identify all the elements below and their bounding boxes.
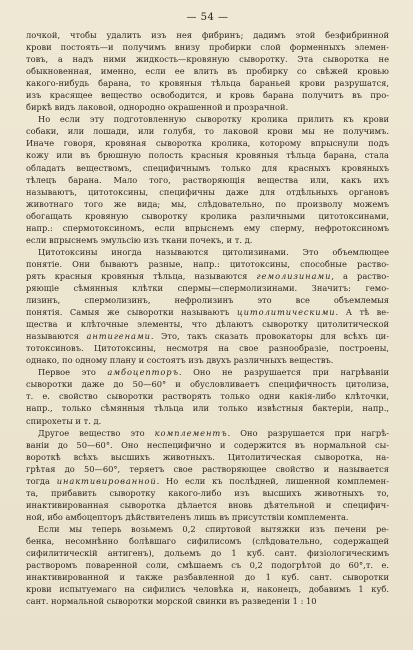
text-line: крови испытуемаго на сифилисъ человѣка и, наконецъ, добавимъ 1 куб. [26,584,389,595]
text-line: Первое это амбоцепторъ. Оно не разрушается при нагрѣваніи [38,367,389,378]
emphasized-term: комплементъ [154,427,228,438]
text-line: напр., только сѣмянныя тѣльца или только извѣстныя бактеріи, напр., [26,403,389,414]
text-line: однако, по одному плану и состоятъ изъ двухъ различныхъ веществъ. [26,355,334,366]
text-line: инактивированная сыворотка дѣлается вновь дѣятельной и специфич- [26,499,389,510]
text-line: обладать веществомъ, специфичнымъ только для красныхъ кровяныхъ [26,162,389,173]
emphasized-term: инактивированной [56,475,157,486]
text-line: Цитотоксины иногда называются цитолизинами. Это объемлющее [38,246,389,257]
emphasized-term: гемолизинами [256,270,332,281]
text-line: щества и клѣточные элементы, что дѣлаютъ сыворотку цитолитической [26,319,389,330]
body-text [26,29,389,607]
text-line: напр.: спермотоксиномъ, если впрыснемъ ему сперму, нефротоксиномъ [26,222,389,233]
text-line: вороткѣ всѣхъ высшихъ животныхъ. Цитолитическая сыворотка, на- [26,451,389,462]
text-line: лизинъ, спермолизинъ, нефролизинъ это все объемлемыя [26,295,389,306]
text-line: обыкновенная, именно, если ее влить въ пробирку со свѣжей кровью [26,66,389,77]
text-line: лочкой, чтобы удалить изъ нея фибринъ; дадимъ этой безфибринной [26,30,389,40]
text-line: ваніи до 50—60°. Оно неспецифично и содержится въ нормальной сы- [26,439,389,450]
text-line: какого-нибудь барана, то кровяныя тѣльца бараньей крови разрушатся, [26,78,389,89]
text-line: Если мы теперь возьмемъ 0,2 спиртовой вытяжки изъ печени ре- [38,523,389,534]
text-line: товъ, а надъ ними жидкость—кровяную сыворотку. Эта сыворотка не [26,54,389,65]
text-line: Другое вещество это комплементъ. Оно разрушается при нагрѣ- [38,427,389,438]
text-line: называютъ, цитотоксины, специфичны даже для отдѣльныхъ органовъ [26,186,389,197]
text-line: рять красныя кровяныя тѣльца, называются гемолизинами, а раство- [26,270,389,281]
text-line: грѣтая до 50—60°, теряетъ свое растворяющее свойство и называется [26,463,389,474]
text-line: тѣлецъ барана. Мало того, растворяющія вещества или, какъ ихъ [26,174,389,185]
text-line: кожу или въ брюшную полость красныя кровяныя тѣльца барана, стала [26,150,389,161]
page-number: — 54 — [186,12,229,23]
text-line: бенка, несомнѣнно болѣвшаго сифилисомъ (слѣдовательно, содержащей [26,535,389,546]
text-line: инактивированной и также разбавленной до 1 куб. сант. сыворотки [26,572,389,583]
text-line: обогащать кровяную сыворотку кролика различными цитотоксинами, [26,210,389,221]
text-line: тогда инактивированной. Но если къ послѣдней, лишенной комплемен- [26,475,389,486]
text-line: собаки, или лошади, или голубя, то лаковой крови мы не получимъ. [26,126,389,137]
text-line: животнаго того же вида; мы, слѣдовательно, по произволу можемъ [26,198,389,209]
text-line: биркѣ видъ лаковой, однородно окрашенной и прозрачной. [26,102,289,113]
text-line: сант. нормальной сыворотки морской свинки въ разведеніи 1 : 10 [26,596,317,607]
emphasized-term: антигенами [86,331,151,342]
text-line: Иначе говоря, кровяная сыворотка кролика, которому впрыснули подъ [26,138,389,149]
text-line: ряющіе сѣмянныя клѣтки спермы—спермолизинами. Значитъ: гемо- [26,282,389,293]
text-line: Но если эту подготовленную сыворотку кролика прилить къ крови [38,114,389,125]
text-line: та, прибавить сыворотку какого-либо изъ высшихъ животныхъ то, [26,487,389,498]
text-line: крови постоять—и получимъ внизу пробирки слой форменныхъ элемен- [26,42,389,53]
text-line: сыворотки даже до 50—60° и обусловливаетъ специфичность цитолиза, [26,379,389,390]
text-line: называются антигенами. Это, такъ сказать провокаторы для всѣхъ ци- [26,331,389,342]
text-line: растворомъ поваренной соли, смѣшаемъ съ 0,2 подогрѣтой до 60°,т. е. [26,560,389,571]
text-line: понятіе. Они бываютъ разные, напр.: цитотоксины, способные раство- [26,258,389,269]
emphasized-term: амбоцепторъ [107,367,179,378]
text-line: если впрыснемъ эмульсію изъ ткани почекъ, и т. д. [26,234,253,245]
emphasized-term: цитолитическими [236,307,336,318]
text-line: тотоксиновъ. Цитотоксины, несмотря на свое разнообразіе, построены, [26,343,389,354]
text-line: спирохеты и т. д. [26,415,102,426]
text-line: понятія. Самыя же сыворотки называютъ цитолитическими. А тѣ ве- [26,307,389,318]
text-line: ной, ибо амбоцепторъ дѣйствителенъ лишь въ присутствіи комплемента. [26,511,349,522]
text-line: т. е. свойство сыворотки растворять только одни какія-либо клѣточки, [26,391,389,402]
text-line: сифилитическій антигенъ), дольемъ до 1 куб. сант. физіологическимъ [26,548,389,559]
text-line: изъ красящее вещество освободится, и кровь барана получитъ въ про- [26,90,389,101]
